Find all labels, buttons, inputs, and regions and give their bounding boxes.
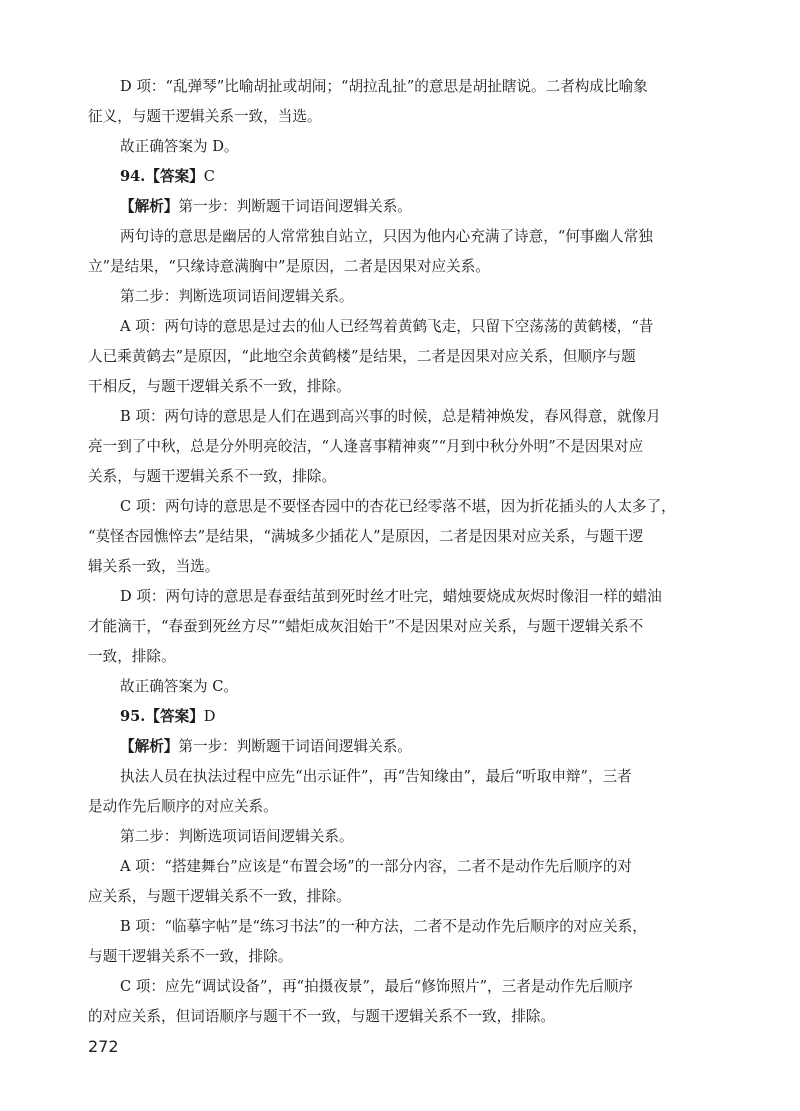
text-line (88, 192, 716, 222)
analysis-label: 【解析】 (120, 198, 179, 215)
text-line: 第二步：判断选项词语间逻辑关系。 (120, 828, 354, 845)
answer-value: C (203, 168, 215, 185)
analysis-label: 【解析】 (120, 738, 179, 755)
text-line: D 项：“乱弹琴”比喻胡扯或胡闹；“胡拉乱扯”的意思是胡扯瞎说。二者构成比喻象 (120, 78, 648, 95)
text-line: A 项：两句诗的意思是过去的仙人已经驾着黄鹤飞走，只留下空荡荡的黄鹤楼，“昔 (120, 318, 654, 335)
paragraph-option-a-95 (88, 852, 716, 912)
text-line: C 项：应先“调试设备”，再“拍摄夜景”，最后“修饰照片”，三者是动作先后顺序 (120, 978, 633, 995)
text-line: 第二步：判断选项词语间逻辑关系。 (120, 288, 354, 305)
text-line: 辑关系一致，当选。 (88, 558, 220, 575)
answer-label: 95.【答案】 (120, 708, 204, 725)
text-line: 两句诗的意思是幽居的人常常独自站立，只因为他内心充满了诗意，“何事幽人常独 (120, 228, 653, 245)
text-line: 立”是结果，“只缘诗意满胸中”是原因，二者是因果对应关系。 (88, 258, 490, 275)
text-line: 应关系，与题干逻辑关系不一致，排除。 (88, 888, 351, 905)
paragraph-option-a-94 (88, 312, 716, 402)
answer-heading-94 (88, 162, 716, 192)
text-line: 的对应关系，但词语顺序与题干不一致，与题干逻辑关系不一致，排除。 (88, 1008, 556, 1025)
text-line (88, 162, 716, 192)
answer-heading-95 (88, 702, 716, 732)
paragraph-stem-95 (88, 762, 716, 822)
analysis-step1-95 (88, 732, 716, 762)
paragraph-answer-94 (88, 672, 716, 702)
paragraph-option-b-94 (88, 402, 716, 492)
text-line: 亮一到了中秋，总是分外明亮皎洁，“人逢喜事精神爽”“月到中秋分外明”不是因果对应 (88, 438, 644, 455)
answer-value: D (203, 708, 216, 725)
text-line: 征义，与题干逻辑关系一致，当选。 (88, 108, 322, 125)
text-line: 故正确答案为 C。 (120, 678, 238, 695)
analysis-text: 第一步：判断题干词语间逻辑关系。 (178, 738, 412, 755)
paragraph-stem-94 (88, 222, 716, 282)
text-line: C 项：两句诗的意思是不要怪杏园中的杏花已经零落不堪，因为折花插头的人太多了， (120, 498, 676, 515)
paragraph-step2-95 (88, 822, 716, 852)
text-line: B 项：“临摹字帖”是“练习书法”的一种方法，二者不是动作先后顺序的对应关系， (120, 918, 647, 935)
text-line: 是动作先后顺序的对应关系。 (88, 798, 278, 815)
analysis-step1-94 (88, 192, 716, 222)
text-line: B 项：两句诗的意思是人们在遇到高兴事的时候，总是精神焕发，春风得意，就像月 (120, 408, 661, 425)
text-line: 故正确答案为 D。 (120, 138, 239, 155)
analysis-text: 第一步：判断题干词语间逻辑关系。 (178, 198, 412, 215)
text-line: 关系，与题干逻辑关系不一致，排除。 (88, 468, 337, 485)
text-line: 干相反，与题干逻辑关系不一致，排除。 (88, 378, 351, 395)
text-line: 一致，排除。 (88, 648, 176, 665)
text-line (88, 732, 716, 762)
text-line: 执法人员在执法过程中应先“出示证件”，再“告知缘由”，最后“听取申辩”，三者 (120, 768, 632, 785)
paragraph-step2-94 (88, 282, 716, 312)
page-number: 272 (88, 1037, 119, 1056)
text-line: “莫怪杏园憔悴去”是结果，“满城多少插花人”是原因，二者是因果对应关系，与题干逻 (88, 528, 644, 545)
text-line: 人已乘黄鹤去”是原因，“此地空余黄鹤楼”是结果，二者是因果对应关系，但顺序与题 (88, 348, 636, 365)
paragraph-option-c-94 (88, 492, 716, 582)
text-line (88, 702, 716, 732)
paragraph-option-d-94 (88, 582, 716, 672)
paragraph-answer-93 (88, 132, 716, 162)
text-line: A 项：“搭建舞台”应该是“布置会场”的一部分内容，二者不是动作先后顺序的对 (120, 858, 633, 875)
paragraph-option-c-95 (88, 972, 716, 1032)
text-line: 才能滴干，“春蚕到死丝方尽”“蜡炬成灰泪始干”不是因果对应关系，与题干逻辑关系不 (88, 618, 644, 635)
page-content (88, 72, 716, 1032)
text-line: D 项：两句诗的意思是春蚕结茧到死时丝才吐完，蜡烛要烧成灰烬时像泪一样的蜡油 (120, 588, 662, 605)
answer-label: 94.【答案】 (120, 168, 204, 185)
paragraph-option-d-93 (88, 72, 716, 132)
paragraph-option-b-95 (88, 912, 716, 972)
text-line: 与题干逻辑关系不一致，排除。 (88, 948, 293, 965)
